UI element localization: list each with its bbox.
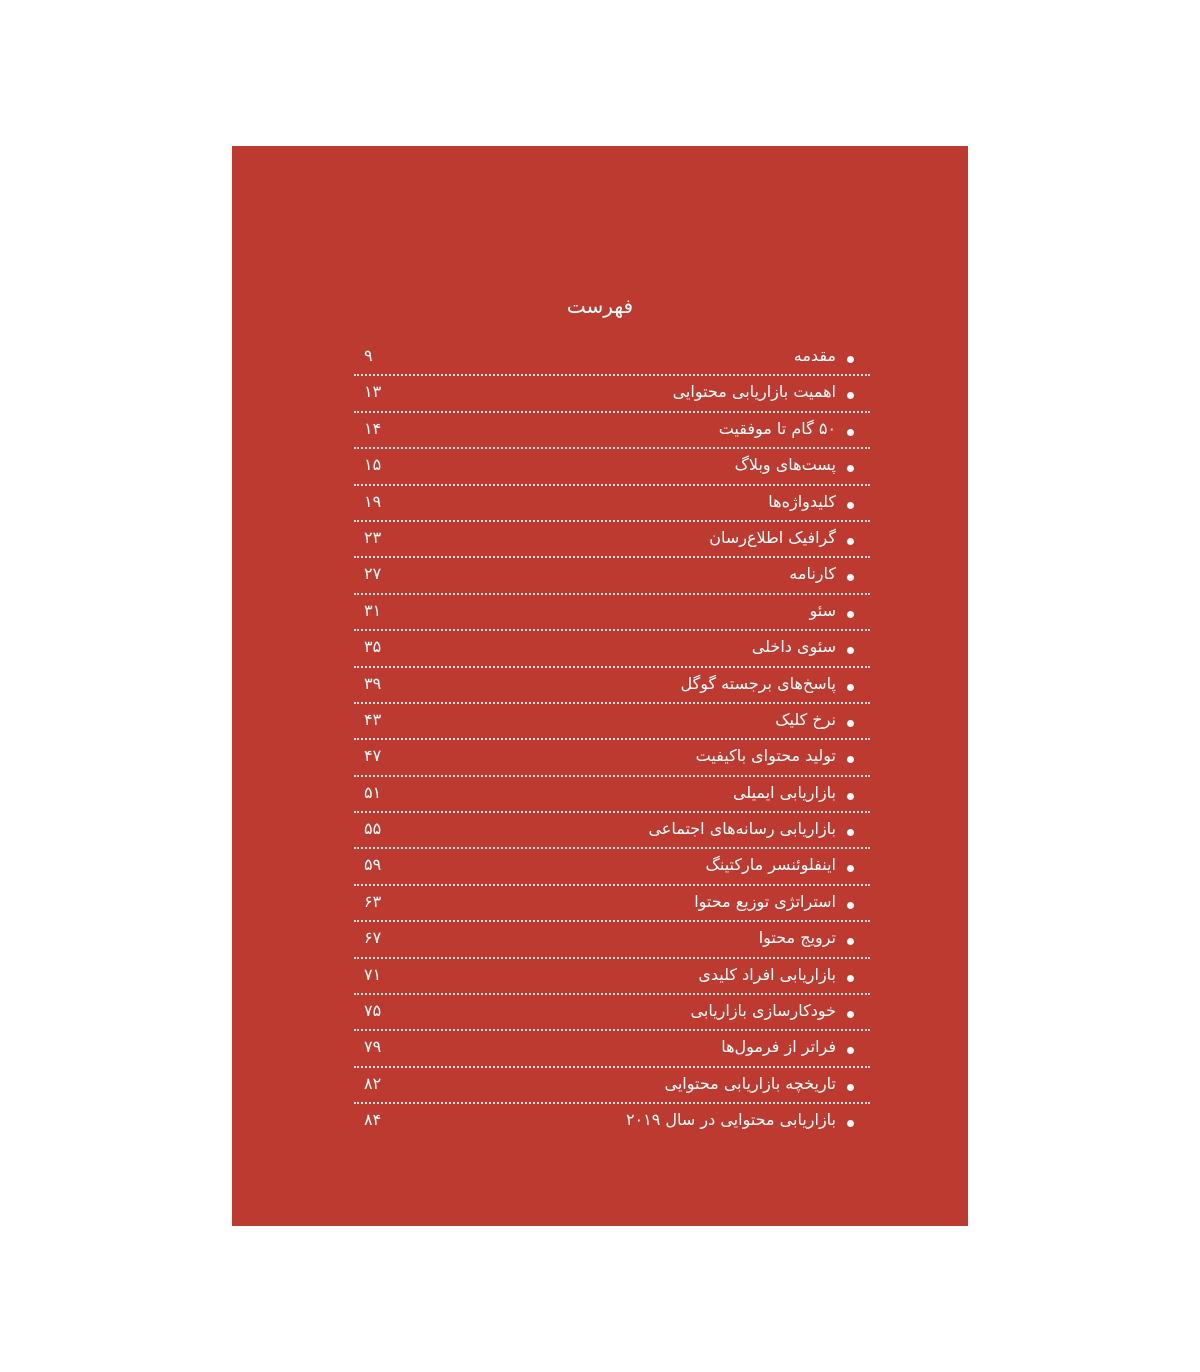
toc-entry [354, 777, 870, 813]
toc-entry [354, 376, 870, 412]
bullet-icon [847, 647, 854, 654]
bullet-icon [847, 756, 854, 763]
toc-entry [354, 522, 870, 558]
toc-entry-title: نرخ کلیک [775, 709, 836, 729]
bullet-icon [847, 429, 854, 436]
toc-entry-page-number: ۵۵ [364, 819, 382, 839]
bullet-icon [847, 465, 854, 472]
bullet-icon [847, 793, 854, 800]
toc-entry-page-number: ۹ [364, 346, 373, 365]
bullet-icon [847, 1084, 854, 1091]
toc-entry-title: پاسخ‌های برجسته گوگل [680, 673, 836, 693]
bullet-icon [847, 865, 854, 872]
toc-entry [354, 995, 870, 1031]
toc-entry [354, 849, 870, 885]
toc-entry-title: ترویج محتوا [758, 928, 836, 948]
bullet-icon [847, 902, 854, 909]
bullet-icon [847, 392, 854, 399]
toc-entry-title: ۵۰ گام تا موفقیت [718, 418, 836, 438]
toc-entry [354, 704, 870, 740]
toc-entry [354, 595, 870, 631]
toc-entry-title: اینفلوئنسر مارکتینگ [705, 855, 836, 875]
bullet-icon [847, 975, 854, 982]
toc-entry [354, 558, 870, 594]
toc-entry-title: سئوی داخلی [751, 637, 836, 657]
bullet-icon [847, 502, 854, 509]
toc-title: فهرست [566, 294, 634, 318]
toc-entry-title: گرافیک اطلاع‌رسان [709, 527, 836, 547]
toc-entry-page-number: ۵۹ [364, 855, 382, 875]
toc-entry-title: بازاریابی رسانه‌های اجتماعی [648, 819, 836, 839]
toc-entry [354, 668, 870, 704]
bullet-icon [847, 1011, 854, 1018]
toc-entry-title: کارنامه [789, 564, 836, 584]
toc-entry-title: فراتر از فرمول‌ها [721, 1037, 836, 1057]
toc-entry [354, 1068, 870, 1104]
toc-entry [354, 740, 870, 776]
toc-entry-page-number: ۶۳ [364, 891, 382, 911]
toc-entry-page-number: ۵۱ [364, 782, 382, 802]
toc-entry [354, 413, 870, 449]
toc-entry-title: سئو [809, 600, 836, 620]
toc-entry [354, 1031, 870, 1067]
toc-entry-page-number: ۱۳ [364, 382, 382, 402]
toc-entry-page-number: ۳۵ [364, 637, 382, 657]
toc-entry-page-number: ۷۵ [364, 1001, 382, 1021]
toc-list [354, 340, 870, 1141]
toc-entry [354, 1104, 870, 1140]
toc-entry-title: بازاریابی ایمیلی [732, 782, 836, 802]
toc-entry [354, 813, 870, 849]
toc-entry-page-number: ۱۵ [364, 455, 382, 475]
bullet-icon [847, 538, 854, 545]
toc-entry-page-number: ۴۷ [364, 746, 382, 766]
toc-entry [354, 886, 870, 922]
toc-entry [354, 959, 870, 995]
toc-entry-title: مقدمه [793, 346, 836, 365]
toc-entry-title: پست‌های وبلاگ [734, 455, 836, 475]
toc-entry [354, 922, 870, 958]
toc-entry [354, 340, 870, 376]
toc-entry-title: خودکارسازی بازاریابی [690, 1001, 836, 1021]
toc-entry-page-number: ۷۹ [364, 1037, 382, 1057]
bullet-icon [847, 611, 854, 618]
book-page [232, 146, 968, 1226]
toc-entry-page-number: ۶۷ [364, 928, 382, 948]
toc-entry-page-number: ۷۱ [364, 964, 382, 984]
toc-entry-page-number: ۲۳ [364, 527, 382, 547]
toc-entry-page-number: ۳۹ [364, 673, 382, 693]
toc-entry-title: بازاریابی محتوایی در سال ۲۰۱۹ [625, 1110, 836, 1130]
toc-entry-page-number: ۲۷ [364, 564, 382, 584]
toc-entry-page-number: ۸۲ [364, 1073, 382, 1093]
bullet-icon [847, 1120, 854, 1127]
toc-entry-page-number: ۴۳ [364, 709, 382, 729]
bullet-icon [847, 684, 854, 691]
toc-entry-page-number: ۸۴ [364, 1110, 382, 1130]
toc-entry-title: بازاریابی افراد کلیدی [698, 964, 836, 984]
toc-entry [354, 449, 870, 485]
toc-entry [354, 631, 870, 667]
bullet-icon [847, 356, 854, 363]
bullet-icon [847, 574, 854, 581]
toc-entry-title: استراتژی توزیع محتوا [694, 891, 836, 911]
toc-entry-page-number: ۳۱ [364, 600, 382, 620]
toc-entry-title: تاریخچه بازاریابی محتوایی [664, 1073, 836, 1093]
bullet-icon [847, 720, 854, 727]
toc-entry-page-number: ۱۴ [364, 418, 382, 438]
toc-entry-title: اهمیت بازاریابی محتوایی [672, 382, 836, 402]
toc-entry-title: تولید محتوای باکیفیت [695, 746, 836, 766]
toc-entry [354, 486, 870, 522]
bullet-icon [847, 938, 854, 945]
bullet-icon [847, 1047, 854, 1054]
toc-entry-page-number: ۱۹ [364, 491, 382, 511]
bullet-icon [847, 829, 854, 836]
toc-entry-title: کلیدواژه‌ها [768, 491, 836, 511]
